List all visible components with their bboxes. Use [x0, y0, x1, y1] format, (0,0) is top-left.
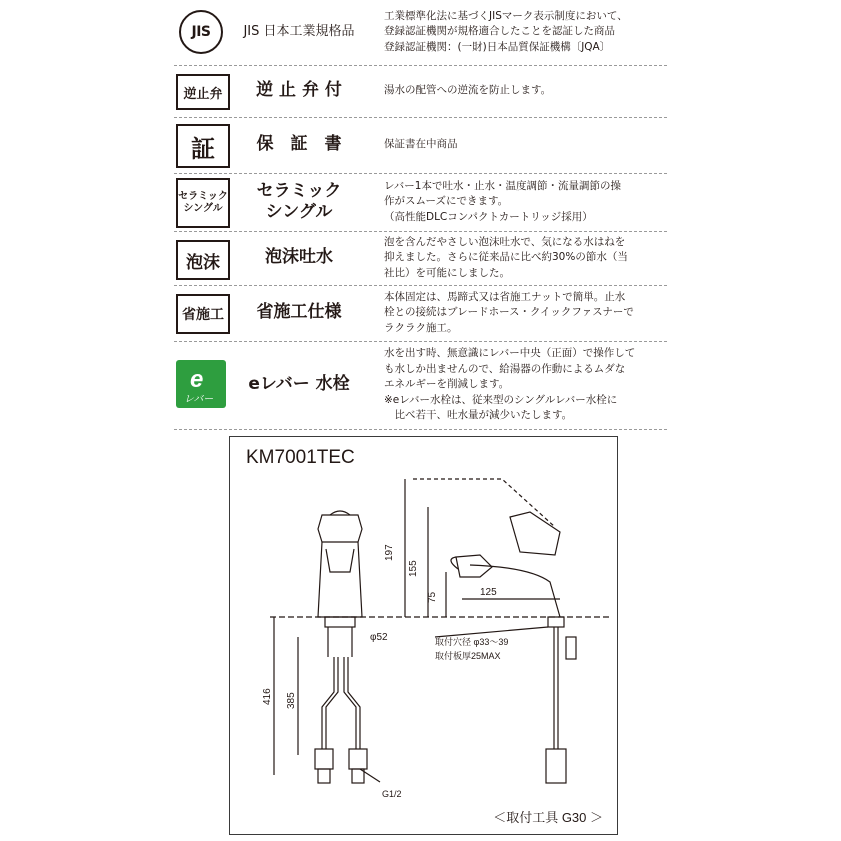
- leader-hole: [435, 627, 548, 637]
- desc-line: 比べ若干、吐水量が減少いたします。: [384, 409, 573, 422]
- feature-desc-check-valve: 湯水の配管への逆流を防止します。: [384, 84, 552, 97]
- note-plate-thickness: 取付板厚25MAX: [435, 651, 501, 661]
- model-number: KM7001TEC: [246, 447, 355, 468]
- svg-text:レバー: レバー: [184, 394, 214, 405]
- faucet-drawing: [230, 437, 617, 834]
- front-nut: [325, 617, 355, 627]
- feature-name-check-valve: 逆 止 弁 付: [256, 80, 342, 101]
- dim-label-155: 155: [408, 560, 419, 577]
- desc-line: 栓との接続はブレードホース・クイックファスナーで: [384, 306, 634, 319]
- svg-text:e: e: [190, 366, 204, 393]
- desc-line: 水を出す時、無意識にレバー中央（正面）で操作して: [384, 347, 636, 360]
- e-lever-icon: [176, 360, 226, 408]
- desc-line: 抑えました。さらに従来品に比べ約30%の節水（当: [384, 251, 628, 264]
- dim-label-385: 385: [286, 692, 297, 709]
- hose-right: [344, 657, 356, 749]
- desc-line: 本体固定は、馬蹄式又は省施工ナットで簡単。止水: [384, 290, 626, 303]
- feature-desc-easy-install: [384, 288, 667, 338]
- thread-label: G1/2: [382, 789, 402, 799]
- feature-name-foam: 泡沫吐水: [265, 247, 333, 268]
- install-tool-label: ＜取付工具 G30 ＞: [493, 810, 603, 825]
- desc-line: ※eレバー水栓は、従来型のシングルレバー水栓に: [384, 393, 618, 406]
- easy-install-icon: 省施工: [176, 294, 230, 334]
- feature-desc-warranty: 保証書在中商品: [384, 138, 458, 151]
- feature-row-warranty: [174, 120, 667, 170]
- feature-row-foam: [174, 234, 667, 282]
- divider: [174, 341, 667, 342]
- feature-desc-ceramic: [384, 176, 667, 228]
- feature-row-easy-install: [174, 288, 667, 338]
- jis-mark-icon: JIS: [176, 10, 226, 54]
- check-valve-icon: 逆止弁: [176, 74, 230, 110]
- leader-g12: [360, 769, 380, 782]
- hose-left: [322, 657, 334, 749]
- divider: [174, 117, 667, 118]
- desc-line: 作がスムーズにできます。: [384, 195, 509, 208]
- feature-name-easy-install: 省施工仕様: [256, 302, 342, 323]
- fitting-right: [349, 749, 367, 769]
- warranty-icon: 証: [176, 124, 230, 168]
- divider: [174, 429, 667, 430]
- feature-row-e-lever: [174, 344, 667, 426]
- feature-desc-e-lever: [384, 344, 667, 426]
- feature-name-warranty: 保 証 書: [256, 134, 342, 155]
- desc-line: 泡を含んだやさしい泡沫吐水で、気になる水はねを: [384, 235, 626, 248]
- shutoff-valve: [566, 637, 576, 659]
- front-body: [318, 542, 362, 617]
- dim-label-197: 197: [384, 544, 395, 561]
- feature-row-jis: [174, 2, 667, 62]
- fitting-left: [315, 749, 333, 769]
- desc-line: ラクラク施工。: [384, 321, 458, 334]
- ceramic-single-icon: セラミック シングル: [176, 178, 230, 228]
- desc-line: 登録認証機関が規格適合したことを認証した商品: [384, 25, 615, 38]
- dim-label-phi52: φ52: [370, 632, 388, 643]
- side-fitting: [546, 749, 566, 783]
- desc-line: 社比）を可能にしました。: [384, 266, 510, 279]
- feature-name-jis: JIS 日本工業規格品: [243, 23, 355, 39]
- desc-line: 登録認証機関：(一財)日本品質保証機構〔JQA〕: [384, 40, 611, 53]
- divider: [174, 65, 667, 66]
- dimension-drawing: [229, 436, 618, 835]
- lever-open-outline: [413, 479, 555, 527]
- note-hole-diameter: 取付穴径 φ33～39: [435, 637, 509, 647]
- dim-label-125: 125: [480, 587, 497, 598]
- feature-desc-foam: [384, 234, 667, 282]
- side-lever: [510, 512, 560, 555]
- feature-name-ceramic: セラミック シングル: [256, 180, 342, 222]
- desc-line: エネルギーを削減します。: [384, 378, 510, 391]
- desc-line: も水しか出ませんので、給湯器の作動によるムダな: [384, 362, 626, 375]
- desc-line: （高性能DLCコンパクトカートリッジ採用）: [384, 210, 593, 223]
- e-lever-logo: [176, 360, 226, 408]
- feature-name-e-lever: eレバー 水栓: [248, 374, 350, 395]
- dim-label-416: 416: [262, 688, 273, 705]
- feature-row-check-valve: [174, 68, 667, 114]
- divider: [174, 173, 667, 174]
- divider: [174, 231, 667, 232]
- side-nut: [548, 617, 564, 627]
- foam-icon: 泡沫: [176, 240, 230, 280]
- feature-desc-jis: [384, 2, 667, 62]
- divider: [174, 285, 667, 286]
- desc-line: 工業標準化法に基づくJISマーク表示制度において、: [384, 9, 628, 22]
- dim-label-75: 75: [427, 591, 438, 603]
- desc-line: レバー1本で吐水・止水・温度調節・流量調節の操: [384, 179, 621, 192]
- feature-row-ceramic: [174, 176, 667, 228]
- front-lever: [318, 515, 362, 542]
